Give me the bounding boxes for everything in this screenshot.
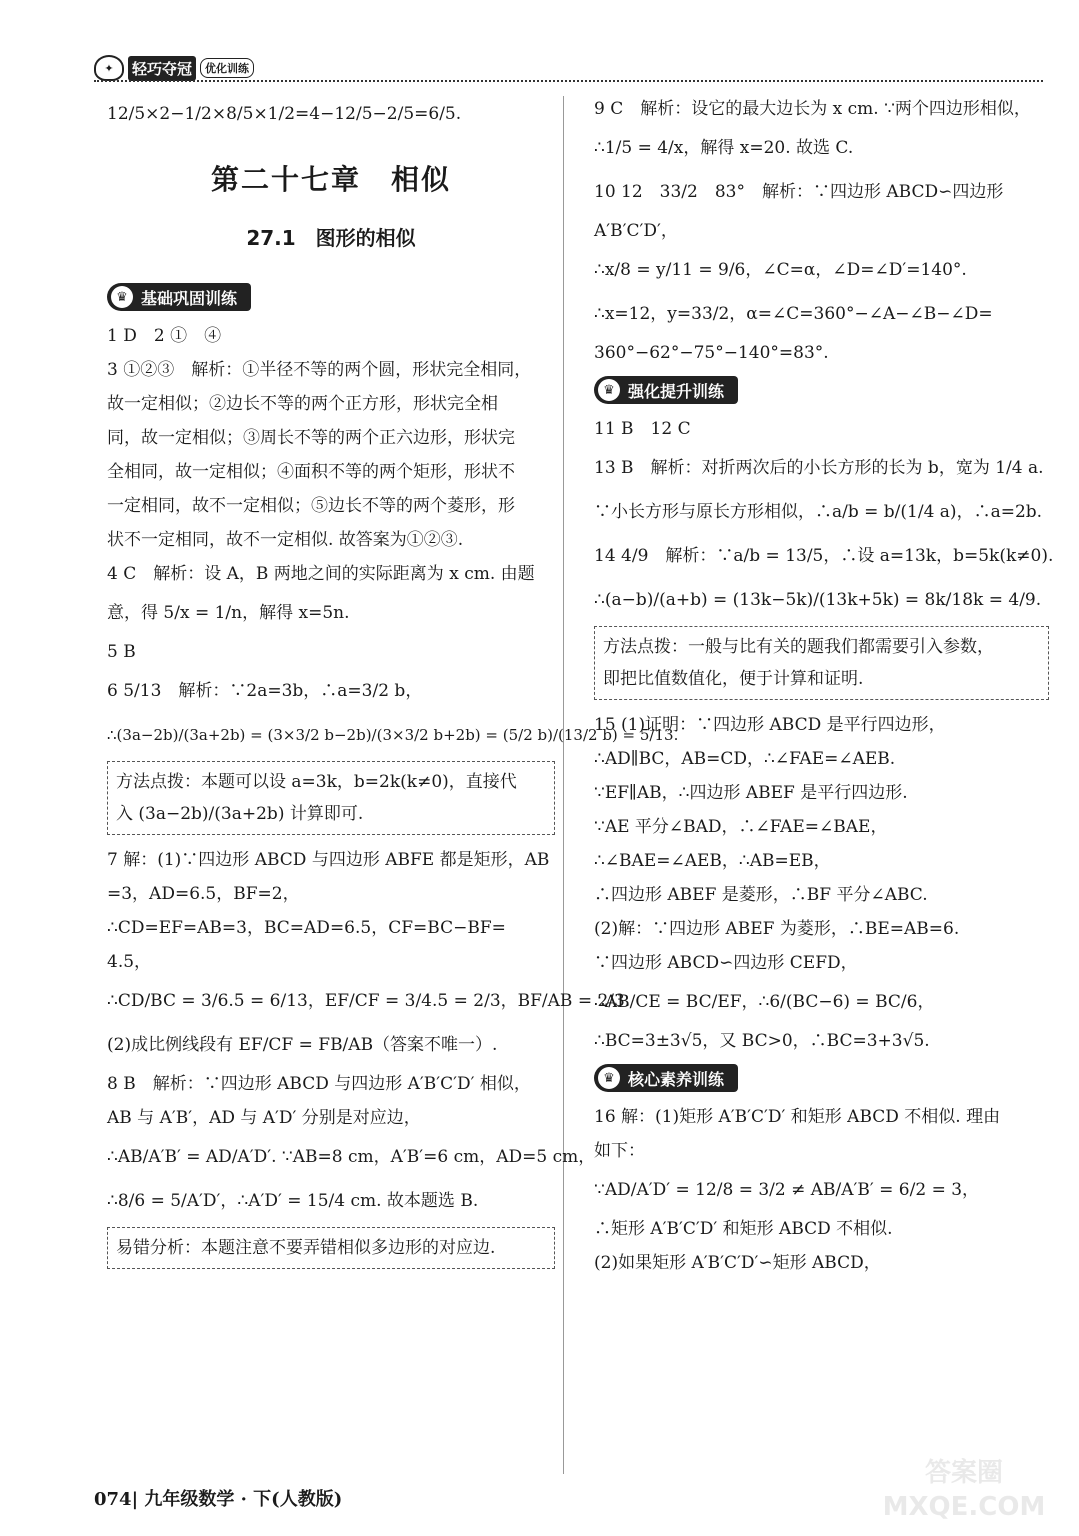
banner-core-literacy: ♛ 核心素养训练 [594,1064,738,1092]
answer-q6: 6 5/13 解析：∵2a=3b，∴a=3/2 b， ∴(3a−2b)/(3a+2b) = (3×3/2 b−2b)/(3×3/2 b+2b) = (5/2 b)/(13/2 b) = 5/13. [107,681,679,744]
answer-q1-q2: 1 D 2 ① ④ [107,326,222,346]
answer-q7: 7 解：(1)∵四边形 ABCD 与四边形 ABFE 都是矩形，AB =3，AD=6.5，BF=2， ∴CD=EF=AB=3，BC=AD=6.5，CF=BC−BF= 4.5， ∴CD/BC = 3/6.5 = 6/13，EF/CF = 3/4.5 = 2/3，BF/AB = 2/3. (2)成比例线段有 EF/CF = FB/AB（答案不唯一）. [107,850,631,1055]
answer-q15: 15 (1)证明：∵四边形 ABCD 是平行四边形， ∴AD∥BC，AB=CD，∴∠FAE=∠AEB. ∵EF∥AB，∴四边形 ABEF 是平行四边形. ∵AE 平分∠BAD，∴∠FAE=∠BAE， ∴∠BAE=∠AEB，∴AB=EB， ∴四边形 ABEF 是菱形，∴BF 平分∠ABC. (2)解：∵四边形 ABEF 为菱形，∴BE=AB=6. ∵四边形 ABCD∽四边形 CEFD， ∴AB/CE = BC/EF，∴6/(BC−6) = BC/6， ∴BC=3±3√5，又 BC>0，∴BC=3+3√5. [594,715,960,1051]
page-header [94,55,254,81]
right-column [594,92,1054,1280]
page-footer: 074| 九年级数学 · 下(人教版) [94,1489,343,1510]
answer-q4: 4 C 解析：设 A，B 两地之间的实际距离为 x cm. 由题 意，得 5/x = 1/n，解得 x=5n. [107,564,535,623]
crown-icon: ♛ [111,286,133,308]
error-analysis-box: 易错分析：本题注意不要弄错相似多边形的对应边. [107,1227,555,1269]
answer-q16: 16 解：(1)矩形 A′B′C′D′ 和矩形 ABCD 不相似. 理由 如下： ∵AD/A′D′ = 12/8 = 3/2 ≠ AB/A′B′ = 6/2 = 3， ∴矩形 A′B′C′D′ 和矩形 ABCD 不相似. (2)如果矩形 A′B′C′D′∽矩形 ABCD， [594,1107,1001,1273]
carryover-line: 12/5×2−1/2×8/5×1/2=4−12/5−2/5=6/5. [107,104,462,124]
answer-q8: 8 B 解析：∵四边形 ABCD 与四边形 A′B′C′D′ 相似， AB 与 A′B′，AD 与 A′D′ 分别是对应边， ∴AB/A′B′ = AD/A′D′. ∵AB=8 cm，A′B′=6 cm，AD=5 cm， ∴8/6 = 5/A′D′，∴A′D′ = 15/4 cm. 故本题选 B. [107,1074,596,1211]
header-rule [94,80,1043,82]
book-logo-icon: ✦ [94,55,124,81]
watermark: 答案圈 MXQE.COM [882,1458,1046,1522]
answer-q11-q12: 11 B 12 C [594,419,691,439]
answer-q14: 14 4/9 解析：∵a/b = 13/5，∴设 a=13k，b=5k(k≠0). ∴(a−b)/(a+b) = (13k−5k)/(13k+5k) = 8k/18k = 4/9. [594,546,1054,610]
method-tip-box-2: 方法点拨：一般与比有关的题我们都需要引入参数， 即把比值数值化，便于计算和证明. [594,626,1049,700]
banner-basic-training: ♛ 基础巩固训练 [107,283,251,311]
header-title: 轻巧夺冠 [128,56,196,81]
answer-q3: 3 ①②③ 解析：①半径不等的两个圆，形状完全相同， 故一定相似；②边长不等的两个正方形，形状完全相 同，故一定相似；③周长不等的两个正六边形，形状完 全相同，故一定相似；④面积不等的两个矩形，形状不 一定相同，故不一定相似；⑤边长不等的两个菱形，形 状不一定相同，故不一定相似. 故答案为①②③. [107,360,532,550]
answer-q13: 13 B 解析：对折两次后的小长方形的长为 b，宽为 1/4 a. ∵小长方形与原长方形相似，∴a/b = b/(1/4 a)，∴a=2b. [594,458,1044,522]
method-tip-box: 方法点拨：本题可以设 a=3k，b=2k(k≠0)，直接代 入 (3a−2b)/(3a+2b) 计算即可. [107,761,555,835]
header-subtitle: 优化训练 [200,58,254,78]
banner-advanced-training: ♛ 强化提升训练 [594,376,738,404]
chapter-title: 第二十七章 相似 [210,163,451,196]
answer-q10: 10 12 33/2 83° 解析：∵四边形 ABCD∽四边形 A′B′C′D′， ∴x/8 = y/11 = 9/6，∠C=α，∠D=∠D′=140°. ∴x=12，y=33/2，α=∠C=360°−∠A−∠B−∠D= 360°−62°−75°−140°=83°. [594,182,1004,363]
crown-icon: ♛ [598,1067,620,1089]
section-title: 27.1 图形的相似 [246,226,416,250]
answer-q9: 9 C 解析：设它的最大边长为 x cm. ∵两个四边形相似， ∴1/5 = 4/x，解得 x=20. 故选 C. [594,99,1031,158]
answer-q5: 5 B [107,642,136,662]
column-divider [563,96,564,1474]
crown-icon: ♛ [598,379,620,401]
